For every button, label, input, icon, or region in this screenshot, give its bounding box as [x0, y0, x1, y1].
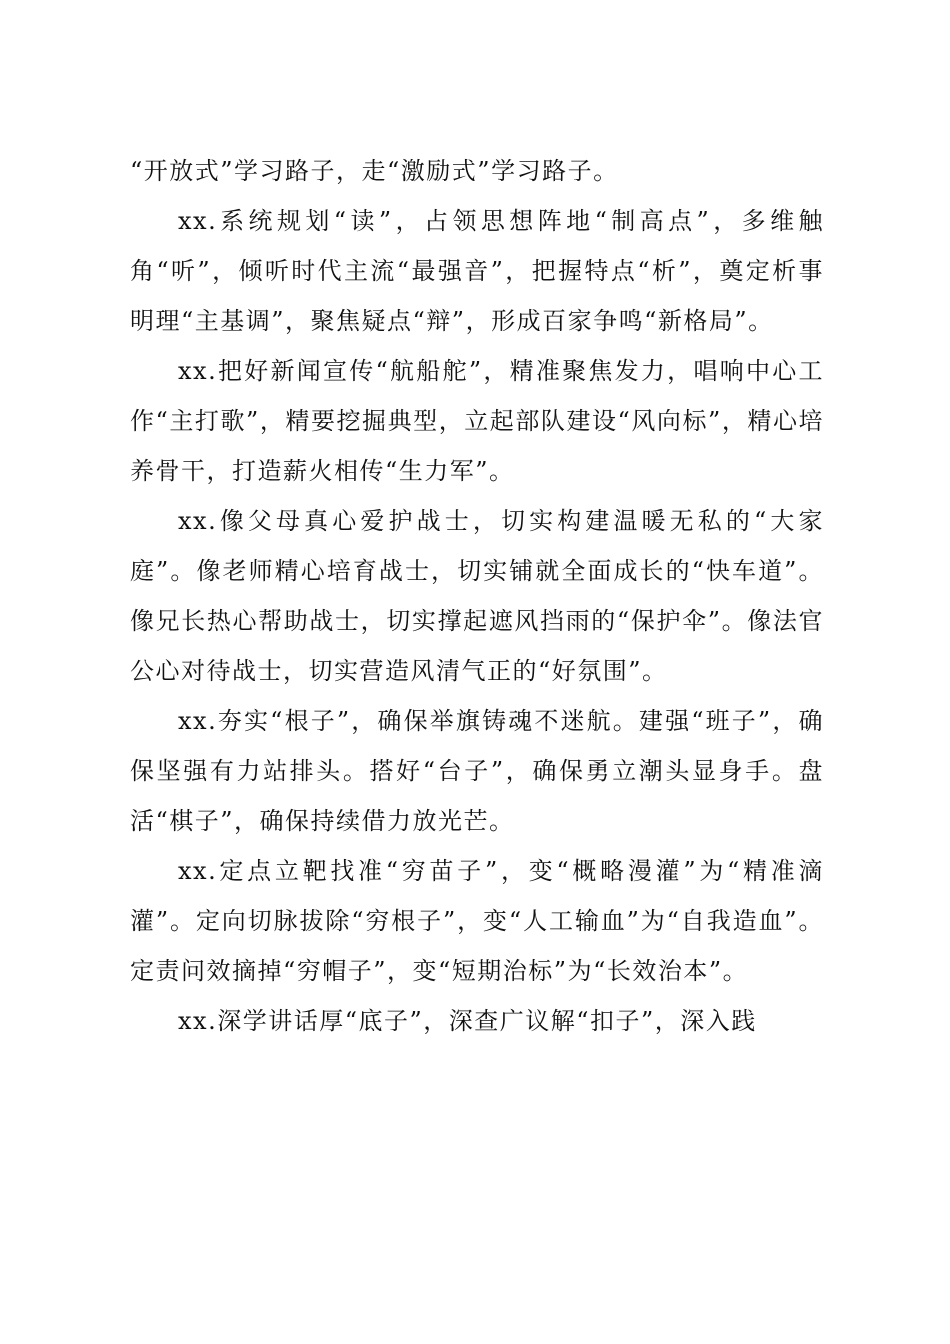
paragraph-news-publicity: xx.把好新闻宣传“航船舵”，精准聚焦发力，唱响中心工作“主打歌”，精要挖掘典型，立起部队建设“风向标”，精心培养骨干，打造薪火相传“生力军”。 — [130, 357, 824, 485]
paragraph-reading-planning: xx.系统规划“读”，占领思想阵地“制高点”，多维触角“听”，倾听时代主流“最强音”，把握特点“析”，奠定析事明理“主基调”，聚焦疑点“辩”，形成百家争鸣“新格局”。 — [130, 207, 824, 335]
paragraph-four-zi: xx.夯实“根子”，确保举旗铸魂不迷航。建强“班子”，确保坚强有力站排头。搭好“台子”，确保勇立潮头显身手。盘活“棋子”，确保持续借力放光芒。 — [130, 707, 824, 835]
paragraph-caring-soldiers: xx.像父母真心爱护战士，切实构建温暖无私的“大家庭”。像老师精心培育战士，切实铺就全面成长的“快车道”。像兄长热心帮助战士，切实撑起遮风挡雨的“保护伞”。像法官公心对待战士，切实营造风清气正的“好氛围”。 — [130, 507, 824, 685]
document-body — [130, 146, 824, 1046]
paragraph-poverty-alleviation: xx.定点立靶找准“穷苗子”，变“概略漫灌”为“精准滴灌”。定向切脉拔除“穷根子”，变“人工输血”为“自我造血”。定责问效摘掉“穷帽子”，变“短期治标”为“长效治本”。 — [130, 857, 824, 985]
paragraph-continuation: “开放式”学习路子，走“激励式”学习路子。 — [130, 157, 619, 185]
paragraph-deep-study: xx.深学讲话厚“底子”，深查广议解“扣子”，深入践 — [178, 1007, 757, 1035]
